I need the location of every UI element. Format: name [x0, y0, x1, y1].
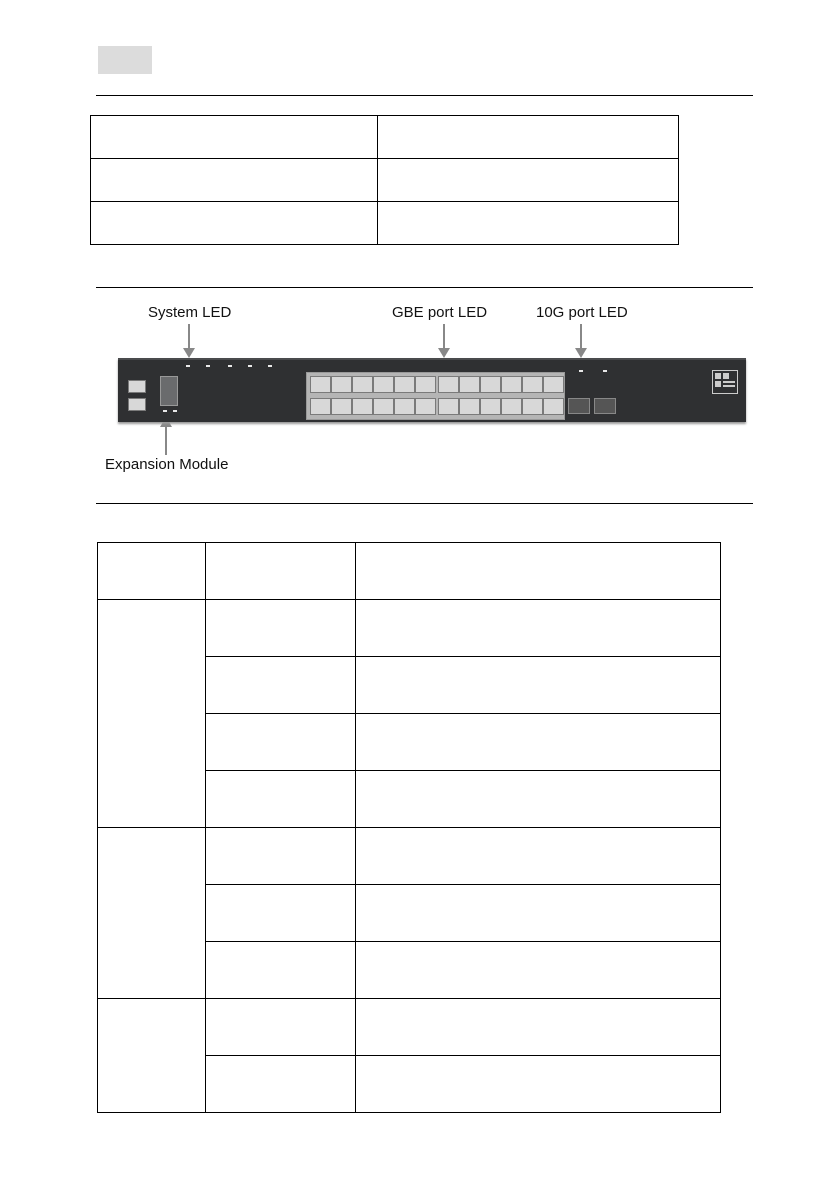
rj45-port-icon [459, 398, 480, 415]
rj45-port-icon [438, 398, 459, 415]
10g-led-icon [579, 370, 583, 372]
system-led-icon [248, 365, 252, 367]
table-row [91, 159, 679, 202]
rj45-port-icon [352, 376, 373, 393]
system-led-icon [206, 365, 210, 367]
rj45-port-icon [331, 398, 352, 415]
rj45-port-icon [310, 398, 331, 415]
rj45-port-icon [543, 376, 564, 393]
arrow-head-icon [183, 348, 195, 358]
10g-port-led-label: 10G port LED [536, 304, 628, 321]
mgmt-port-icon [128, 398, 146, 411]
sfp-port-icon [568, 398, 590, 414]
rj45-port-icon [522, 398, 543, 415]
level-one-logo-icon [712, 370, 738, 394]
figure-bottom-divider [96, 503, 753, 504]
rj45-port-icon [438, 376, 459, 393]
switch-front-panel [118, 358, 746, 422]
rj45-port-icon [459, 376, 480, 393]
arrow-icon [443, 324, 445, 350]
rj45-port-icon [480, 376, 501, 393]
rj45-port-icon [480, 398, 501, 415]
port-block [306, 372, 565, 420]
rj45-port-icon [501, 376, 522, 393]
table-row [91, 116, 679, 159]
top-divider [96, 95, 753, 96]
rj45-port-icon [373, 398, 394, 415]
table-row [91, 202, 679, 245]
console-port-icon [128, 380, 146, 393]
system-led-icon [228, 365, 232, 367]
figure-top-divider [96, 287, 753, 288]
rj45-port-icon [415, 398, 436, 415]
led-table [97, 542, 721, 1113]
arrow-icon [165, 425, 167, 455]
arrow-head-icon [575, 348, 587, 358]
10g-led-icon [603, 370, 607, 372]
rj45-port-icon [352, 398, 373, 415]
rj45-port-icon [373, 376, 394, 393]
sfp-port-icon [594, 398, 616, 414]
rj45-port-icon [543, 398, 564, 415]
system-led-label: System LED [148, 304, 232, 321]
rj45-port-icon [501, 398, 522, 415]
rj45-port-icon [394, 376, 415, 393]
table-row [98, 600, 721, 657]
table-row [98, 828, 721, 885]
led-icon [173, 410, 177, 412]
arrow-icon [188, 324, 190, 350]
spec-table [90, 115, 679, 245]
rj45-port-icon [394, 398, 415, 415]
rj45-port-icon [415, 376, 436, 393]
table-row [98, 999, 721, 1056]
system-led-icon [268, 365, 272, 367]
led-icon [163, 410, 167, 412]
rj45-port-icon [331, 376, 352, 393]
expansion-slot-icon [160, 376, 178, 406]
gbe-port-led-label: GBE port LED [392, 304, 488, 321]
rj45-port-icon [522, 376, 543, 393]
system-led-icon [186, 365, 190, 367]
arrow-head-icon [438, 348, 450, 358]
section-tag [98, 46, 152, 74]
table-row [98, 543, 721, 600]
rj45-port-icon [310, 376, 331, 393]
arrow-icon [580, 324, 582, 350]
expansion-module-label: Expansion Module [105, 456, 229, 473]
